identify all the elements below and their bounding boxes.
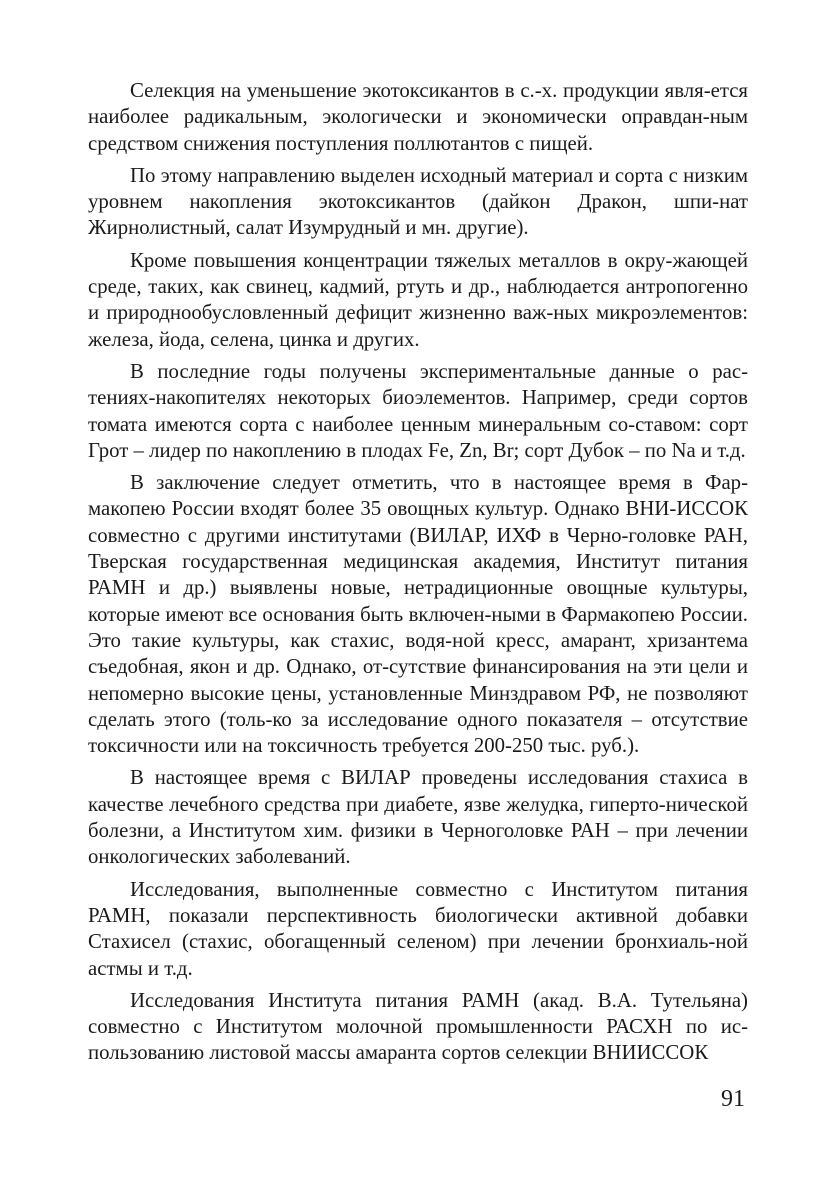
paragraph-ramn-research: Исследования, выполненные совместно с Институтом питания РАМН, показали перспективность биологически активной добавки Стахисел (стахис, обогащенный селеном) при лечении бронхиаль-ной астмы и т.д. — [88, 877, 748, 980]
page-body — [88, 78, 748, 1073]
paragraph-direction: По этому направлению выделен исходный материал и сорта с низким уровнем накопления экотоксикантов (дайкон Дракон, шпи-нат Жирнолистный, салат Изумрудный и мн. другие). — [88, 163, 748, 240]
paragraph-vilar-research: В настоящее время с ВИЛАР проведены исследования стахиса в качестве лечебного средства при диабете, язве желудка, гиперто-нической болезни, а Институтом хим. физики в Черноголовке РАН – при лечении онкологических заболеваний. — [88, 766, 748, 869]
paragraph-pharmacopoeia: В заключение следует отметить, что в настоящее время в Фар-макопею России входят более 35 овощных культур. Однако ВНИ-ИССОК совместно с другими институтами (ВИЛАР, ИХФ в Черно-головке РАН, Тверская государственная медицинская академия, Институт питания РАМН и др.) выявлены новые, нетрадиционные овощные культуры, которые имеют все основания быть включен-ными в Фармакопею России. Это такие культуры, как стахис, водя-ной кресс, амарант, хризантема съедобная, якон и др. Однако, от-сутствие финансирования на эти цели и непомерно высокие цены, установленные Минздравом РФ, не позволяют сделать этого (толь-ко за исследование одного показателя – отсутствие токсичности или на токсичность требуется 200-250 тыс. руб.). — [88, 471, 748, 758]
paragraph-heavy-metals: Кроме повышения концентрации тяжелых металлов в окру-жающей среде, таких, как свинец, кадмий, ртуть и др., наблюдается антропогенно и природнообусловленный дефицит жизненно важ-ных микроэлементов: железа, йода, селена, цинка и других. — [88, 248, 748, 351]
paragraph-amaranth-research: Исследования Института питания РАМН (акад. В.А. Тутельяна) совместно с Институтом молочной промышленности РАСХН по ис-пользованию листовой массы амаранта сортов селекции ВНИИССОК — [88, 988, 748, 1065]
paragraph-selection: Селекция на уменьшение экотоксикантов в с.-х. продукции явля-ется наиболее радикальным, экологически и экономически оправдан-ным средством снижения поступления поллютантов с пищей. — [88, 79, 748, 155]
paragraph-accumulator-plants: В последние годы получены экспериментальные данные о рас-тениях-накопителях некоторых биоэлементов. Например, среди сортов томата имеются сорта с наиболее ценным минеральным со-ставом: сорт Грот – лидер по накоплению в плодах Fe, Zn, Br; сорт Дубок – по Na и т.д. — [88, 359, 748, 462]
page-number: 91 — [721, 1086, 745, 1112]
